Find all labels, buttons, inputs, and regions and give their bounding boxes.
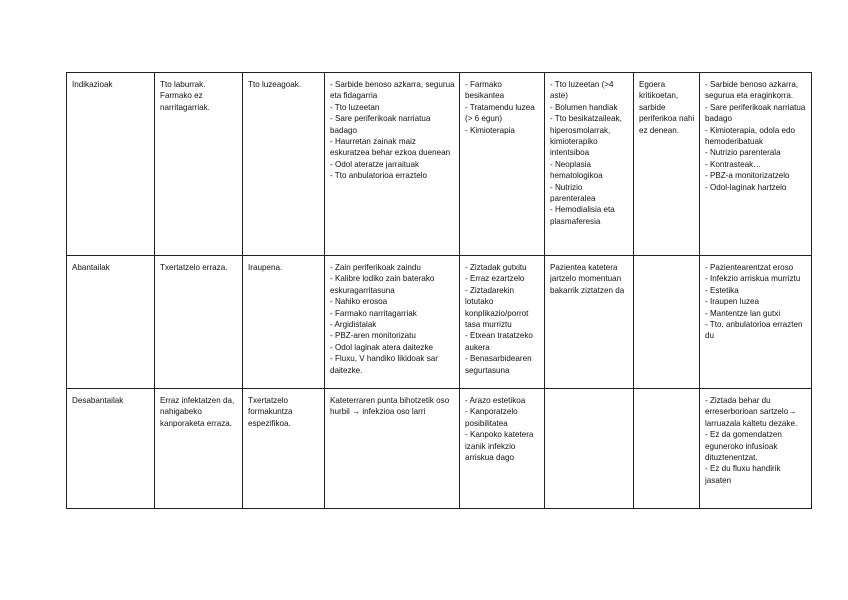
table-cell: - Arazo estetikoa - Kanporatzelo posibilitatea - Kanpoko katetera izanik infekzio arriskua dago — [460, 389, 545, 509]
row-header-cell: Indikazioak — [67, 73, 155, 256]
table-row-abantailak — [67, 256, 812, 389]
table-cell: - Ziztadak gutxitu - Erraz ezartzelo - Ziztadarekin lotutako konplikazio/porrot tasa murriztu - Etxean tratatzeko aukera - Benasarbidearen segurtasuna — [460, 256, 545, 389]
table-cell: - Pazientearentzat eroso - Infekzio arriskua murriztu - Estetika - Iraupen luzea - Mantentze lan gutxi - Tto. anbulatorioa errazten du — [700, 256, 812, 389]
table-cell: Tto luzeagoak. — [243, 73, 325, 256]
table-cell: - Sarbide benoso azkarra, segurua eta eraginkorra. - Sare periferikoak narriatua badago - Kimioterapia, odola edo hemoderibatuak - Nutrizio parenterala - Kontrasteak… - PBZ-a monitorizatzelo - Odol-laginak hartzelo — [700, 73, 812, 256]
table-cell: Egoera kritikoetan, sarbide periferikoa nahi ez denean. — [634, 73, 700, 256]
table-cell: - Ziztada behar du erreserborioan sartzelo→ larruazala kaltetu dezake. - Ez da gomendatzen eguneroko infusioak dituztenentzat. - Ez du fluxu handirik jasaten — [700, 389, 812, 509]
table-cell: - Tto luzeetan (>4 aste) - Bolumen handiak - Tto besikatzaileak, hiperosmolarrak, kimioterapiko intentsiboa - Neoplasia hematologikoa - Nutrizio parenteralea - Hemodialisia eta plasmaferesia — [545, 73, 634, 256]
row-header-cell: Desabantailak — [67, 389, 155, 509]
table-cell: Txertatzelo formakuntza espezifikoa. — [243, 389, 325, 509]
table-cell: Tto laburrak. Farmako ez narritagarriak. — [155, 73, 243, 256]
row-header-cell: Abantailak — [67, 256, 155, 389]
table-cell: - Sarbide benoso azkarra, segurua eta fidagarria - Tto luzeetan - Sare periferikoak narriatua badago - Haurretan zainak maiz eskuratzea behar ezkoa duenean - Odol ateratze jarraituak - Tto anbulatorioa erraztelo — [325, 73, 460, 256]
table-cell: - Zain periferikoak zaindu - Kalibre lodiko zain baterako eskuragarritasuna - Nahiko erosoa - Farmako narritagarriak - Argidistalak - PBZ-aren monitorizatu - Odol laginak atera daitezke - Fluxu, V handiko likidoak sar daitezke. — [325, 256, 460, 389]
table-cell: - Farmako besikantea - Tratamendu luzea (> 6 egun) - Kimioterapia — [460, 73, 545, 256]
table-cell: Txertatzelo erraza. — [155, 256, 243, 389]
table-cell: Iraupena. — [243, 256, 325, 389]
table-row-indikazioak — [67, 73, 812, 256]
table-cell — [634, 256, 700, 389]
table-row-desabantailak — [67, 389, 812, 509]
table-cell — [634, 389, 700, 509]
table-cell: Erraz infektatzen da, nahigabeko kanporaketa erraza. — [155, 389, 243, 509]
table-cell — [545, 389, 634, 509]
comparison-table — [66, 72, 812, 509]
table-cell: Kateterraren punta bihotzetik oso hurbil → infekzioa oso larri — [325, 389, 460, 509]
table-cell: Pazientea katetera jartzelo momentuan bakarrik ziztatzen da — [545, 256, 634, 389]
